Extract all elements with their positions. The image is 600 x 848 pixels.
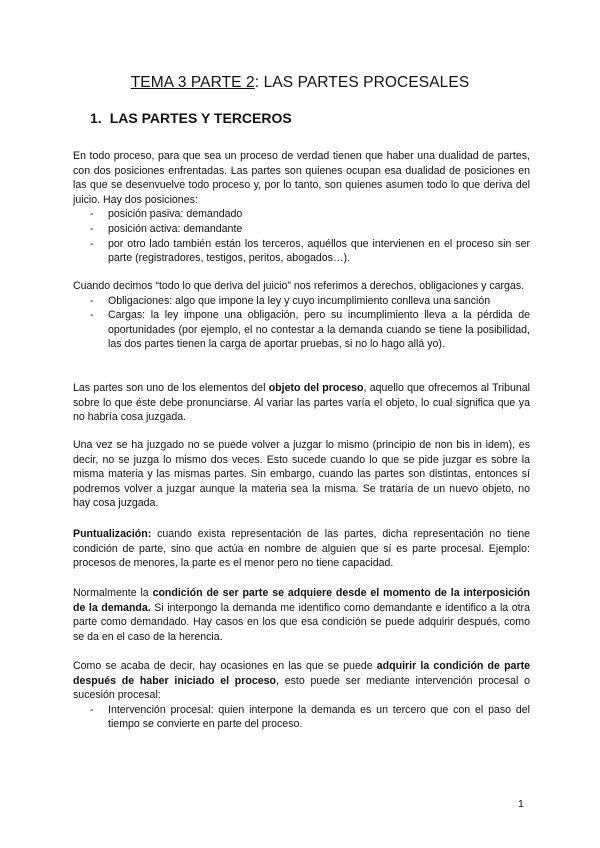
paragraph-text: Una vez se ha juzgado no se puede volver a juzgar lo mismo (principio de non bis in idem), es decir, no se juzga lo mismo dos veces. Esto sucede cuando lo que se pide juzgar es sobre la misma materia y las mismas partes. Sin embargo, cuando las partes son distintas, entonces sí podremos volver a juzgar aunque la materia sea la misma. Se trataría de un nuevo objeto, no hay cosa juzgada. bbox=[73, 439, 530, 510]
obligations-list bbox=[73, 294, 530, 352]
section-heading bbox=[90, 110, 292, 126]
text-run: Las partes son uno de los elementos del bbox=[73, 382, 269, 394]
text-run: , aquello que ofrecemos al Tribunal sobre lo que éste debe pronunciarse. Al variar las partes varía el objeto, lo cual significa que ya no habría cosa juzgada. bbox=[73, 382, 530, 424]
paragraph-text bbox=[73, 659, 530, 703]
bold-text: Puntualización: bbox=[73, 528, 152, 540]
section-number: 1. bbox=[90, 110, 102, 126]
positions-list bbox=[73, 207, 530, 265]
list-item: - posición pasiva: demandado bbox=[90, 207, 530, 222]
paragraph-non-bis-in-idem bbox=[73, 438, 530, 511]
bold-text: objeto del proceso bbox=[268, 382, 364, 394]
paragraph-condicion bbox=[73, 586, 530, 644]
paragraph-text bbox=[73, 527, 530, 571]
text-run: Si interpongo la demanda me identifico como demandante e identifico a la otra parte como demandado. Hay casos en los que esa condición se puede adquirir después, como se da en el caso de la herencia. bbox=[73, 601, 530, 643]
page-number: 1 bbox=[518, 798, 524, 810]
paragraph-text: Cuando decimos “todo lo que deriva del juicio” nos referimos a derechos, obligaciones y cargas. bbox=[73, 280, 525, 292]
list-item: - posición activa: demandante bbox=[90, 222, 530, 237]
intervencion-list bbox=[73, 703, 530, 732]
paragraph-text bbox=[73, 381, 530, 425]
list-item: - Cargas: la ley impone una obligación, pero su incumplimiento lleva a la pérdida de oportunidades (por ejemplo, el no contestar a la demanda cuando se tiene la posibilidad, las dos partes tienen la carga de aportar pruebas, si no lo hago allá yo). bbox=[90, 308, 530, 352]
paragraph-dualidad bbox=[73, 149, 530, 266]
text-run: Como se acaba de decir, hay ocasiones en las que se puede bbox=[73, 660, 377, 672]
list-item: - por otro lado también están los terceros, aquéllos que intervienen en el proceso sin ser parte (registradores, testigos, peritos, abogados…). bbox=[90, 237, 530, 266]
paragraph-text: En todo proceso, para que sea un proceso de verdad tienen que haber una dualidad de partes, con dos posiciones enfrentadas. Las partes son quienes ocupan esa dualidad de posiciones en las que se desenvuelve todo proceso y, por lo tanto, son quienes asumen todo lo que deriva del juicio. Hay dos posiciones: bbox=[73, 150, 530, 206]
text-run: , esto puede ser mediante intervención procesal o sucesión procesal: bbox=[73, 674, 530, 702]
bold-text: condición de ser parte se adquiere desde el momento de la interposición de la demanda. bbox=[73, 587, 530, 614]
paragraph-text bbox=[73, 586, 530, 644]
paragraph-objeto bbox=[73, 381, 530, 425]
bold-text: adquirir la condición de parte después de haber iniciado el proceso bbox=[73, 660, 530, 687]
section-heading-text: LAS PARTES Y TERCEROS bbox=[109, 110, 292, 126]
text-run: cuando exista representación de las partes, dicha representación no tiene condición de parte, sino que actúa en nombre de alguien que sí es parte procesal. Ejemplo: procesos de menores, la parte es el menor pero no tiene capacidad. bbox=[73, 528, 530, 570]
title-topic: TEMA 3 PARTE 2 bbox=[130, 74, 255, 91]
text-run: Normalmente la bbox=[73, 587, 153, 599]
paragraph-puntualizacion bbox=[73, 527, 530, 571]
paragraph-derechos bbox=[73, 279, 530, 352]
paragraph-adquirir bbox=[73, 659, 530, 732]
title-subject: : LAS PARTES PROCESALES bbox=[254, 74, 470, 91]
page-title bbox=[0, 74, 600, 92]
list-item: - Obligaciones: algo que impone la ley y cuyo incumplimiento conlleva una sanción bbox=[90, 294, 530, 309]
list-item: - Intervención procesal: quien interpone la demanda es un tercero que con el paso del tiempo se convierte en parte del proceso. bbox=[90, 703, 530, 732]
